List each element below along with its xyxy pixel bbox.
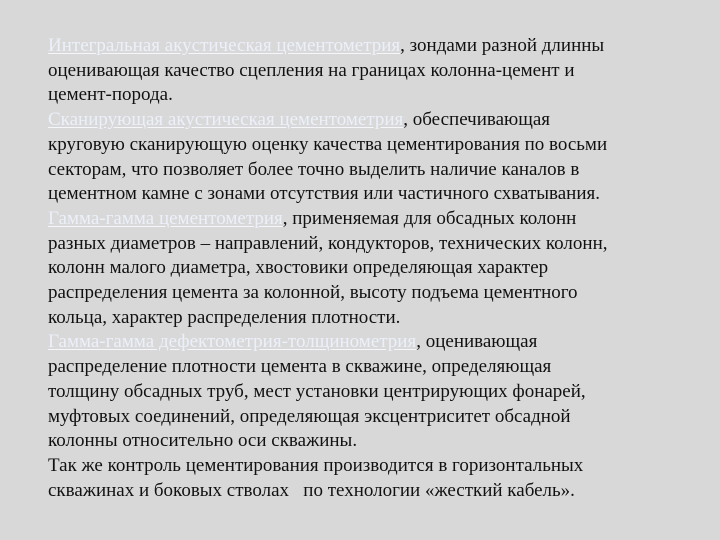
paragraph-line: секторам, что позволяет более точно выделить наличие каналов в	[48, 158, 580, 180]
paragraph-line: цементном камне с зонами отсутствия или частичного схватывания.	[48, 183, 600, 205]
paragraph-line: толщину обсадных труб, мест установки центрирующих фонарей,	[48, 380, 586, 402]
paragraph-line: муфтовых соединений, определяющая эксцентриситет обсадной	[48, 405, 571, 427]
paragraph-scanning-cementometry	[48, 108, 688, 207]
slide-text-block	[48, 34, 688, 503]
paragraph-line: Так же контроль цементирования производится в горизонтальных	[48, 454, 584, 476]
paragraph-gamma-defectometry	[48, 330, 688, 454]
paragraph-line: , применяемая для обсадных колонн	[282, 207, 577, 229]
paragraph-line: , оценивающая	[416, 331, 538, 353]
link-scanning-cementometry[interactable]: Сканирующая акустическая цементометрия	[48, 109, 404, 131]
paragraph-line: скважинах и боковых стволах по технологии «жесткий кабель».	[48, 479, 575, 501]
paragraph-gamma-cementometry	[48, 207, 688, 331]
paragraph-line: колонны относительно оси скважины.	[48, 430, 358, 452]
paragraph-line: разных диаметров – направлений, кондукторов, технических колонн,	[48, 232, 608, 254]
link-integral-cementometry[interactable]: Интегральная акустическая цементометрия	[48, 35, 401, 56]
paragraph-hard-cable	[48, 454, 688, 503]
paragraph-line: , зондами разной длинны	[400, 35, 605, 56]
link-gamma-defectometry[interactable]: Гамма-гамма дефектометрия-толщинометрия	[48, 331, 417, 353]
paragraph-line: распределения цемента за колонной, высоту подъема цементного	[48, 282, 578, 304]
paragraph-line: круговую сканирующую оценку качества цементирования по восьми	[48, 133, 608, 155]
paragraph-line: цемент-порода.	[48, 84, 173, 106]
link-gamma-cementometry[interactable]: Гамма-гамма цементометрия	[48, 207, 283, 229]
paragraph-line: распределение плотности цемента в скважине, определяющая	[48, 356, 552, 378]
paragraph-line: , обеспечивающая	[403, 109, 551, 131]
paragraph-line: колонн малого диаметра, хвостовики определяющая характер	[48, 257, 549, 279]
paragraph-integral-cementometry	[48, 34, 688, 108]
paragraph-line: оценивающая качество сцепления на границах колонна-цемент и	[48, 59, 575, 81]
paragraph-line: кольца, характер распределения плотности.	[48, 306, 401, 328]
